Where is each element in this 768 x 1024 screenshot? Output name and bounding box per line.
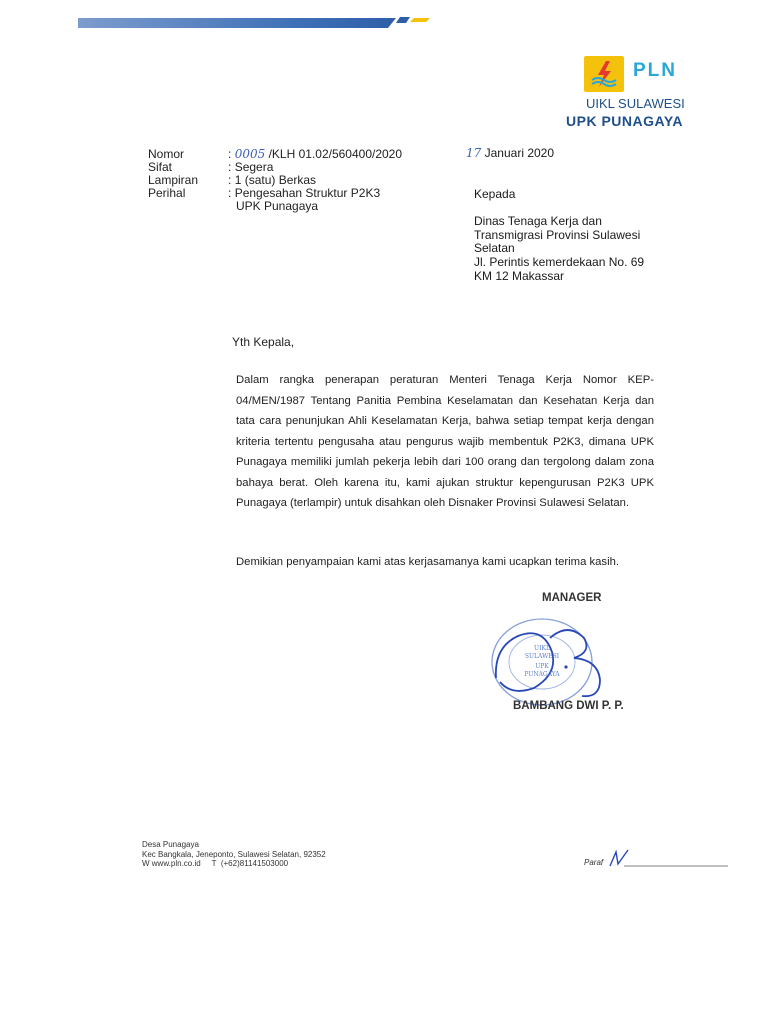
unit-name: UIKL SULAWESI	[586, 96, 685, 111]
official-stamp-icon	[488, 612, 638, 712]
recipient-line2: Transmigrasi Provinsi Sulawesi	[474, 228, 641, 242]
footer-contact: W www.pln.co.id T (+62)81141503000	[142, 859, 289, 868]
stamp-text-3: UPK	[535, 663, 549, 670]
recipient-line1: Dinas Tenaga Kerja dan	[474, 214, 602, 228]
date-rest: Januari 2020	[484, 146, 555, 160]
letter-date	[466, 146, 554, 160]
recipient-line5: KM 12 Makassar	[474, 269, 565, 283]
unit-subname: UPK PUNAGAYA	[566, 113, 683, 129]
sifat-text: Segera	[234, 160, 274, 174]
nomor-handwritten: 0005	[234, 147, 266, 161]
stamp-text-1: UIKL	[534, 645, 550, 652]
pln-logo-icon	[584, 56, 624, 92]
signatory-name: BAMBANG DWI P. P.	[513, 700, 624, 712]
footer-address-line1: Desa Punagaya	[142, 840, 199, 849]
body-paragraph-1: Dalam rangka penerapan peraturan Menteri Tenaga Kerja Nomor KEP-04/MEN/1987 Tentang Panitia Pembina Keselamatan dan Kesehatan Kerja dan tata cara penunjukan Ahli Keselamatan Kerja, bahwa setiap tempat kerja dengan kriteria tertentu pengusaha atau pengurus wajib membentuk P2K3, dimana UPK Punagaya memiliki jumlah pekerja lebih dari 100 orang dan tergolong dalam zona bahaya berat. Oleh karena itu, kami ajukan struktur kepengurusan P2K3 UPK Punagaya (terlampir) untuk disahkan oleh Disnaker Provinsi Sulawesi Selatan.	[236, 374, 654, 509]
nomor-rest: /KLH 01.02/560400/2020	[268, 147, 403, 161]
header-bar	[78, 16, 430, 28]
colon: :	[228, 147, 232, 161]
date-day-handwritten: 17	[466, 146, 482, 160]
colon: :	[228, 186, 232, 200]
footer-address-line2: Kec Bangkala, Jeneponto, Sulawesi Selatan, 92352	[142, 850, 326, 859]
perihal-label: Perihal	[148, 186, 186, 200]
sifat-label: Sifat	[148, 160, 173, 174]
lampiran-label: Lampiran	[148, 173, 199, 187]
stamp-text-4: PUNAGAYA	[524, 671, 560, 678]
stamp-text-2: SULAWESI	[524, 653, 560, 660]
nomor-label: Nomor	[148, 147, 185, 161]
perihal-line2: UPK Punagaya	[236, 199, 319, 213]
colon: :	[228, 160, 232, 174]
lampiran-text: 1 (satu) Berkas	[234, 173, 317, 187]
signature-title: MANAGER	[542, 592, 602, 604]
logo-text: PLN	[633, 60, 677, 81]
recipient-line3: Selatan	[474, 241, 515, 255]
paraf-label: Paraf	[584, 858, 604, 867]
perihal-line1: Pengesahan Struktur P2K3	[234, 186, 381, 200]
recipient-kepada: Kepada	[474, 187, 516, 201]
recipient-line4: Jl. Perintis kemerdekaan No. 69	[474, 255, 645, 269]
body-paragraph-2: Demikian penyampaian kami atas kerjasamanya kami ucapkan terima kasih.	[236, 556, 620, 568]
paraf-signature-icon	[606, 846, 730, 872]
colon: :	[228, 173, 232, 187]
salutation: Yth Kepala,	[232, 335, 295, 349]
